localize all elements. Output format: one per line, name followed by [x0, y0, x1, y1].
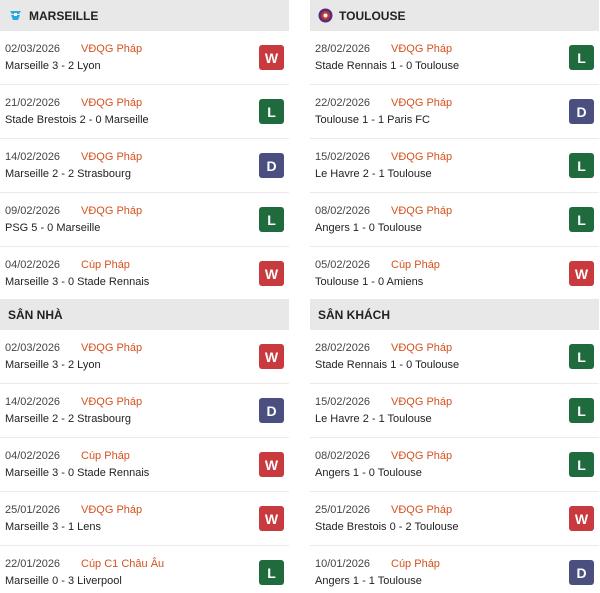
result-badge: D [259, 153, 284, 178]
match-date: 05/02/2026 [315, 259, 371, 271]
match-competition[interactable]: VĐQG Pháp [81, 43, 143, 55]
result-badge: D [569, 560, 594, 585]
match-row[interactable] [0, 247, 289, 301]
result-badge: L [569, 344, 594, 369]
result-badge: L [259, 207, 284, 232]
match-score: Stade Brestois 0 - 2 Toulouse [315, 521, 459, 533]
match-row[interactable] [310, 384, 599, 438]
match-row[interactable] [0, 384, 289, 438]
match-score: Marseille 3 - 0 Stade Rennais [5, 276, 150, 288]
match-row[interactable] [310, 492, 599, 546]
match-date: 25/01/2026 [5, 504, 61, 516]
match-score: PSG 5 - 0 Marseille [5, 222, 101, 234]
match-score: Le Havre 2 - 1 Toulouse [315, 413, 432, 425]
match-row[interactable] [310, 139, 599, 193]
result-badge: W [259, 344, 284, 369]
match-row[interactable] [0, 492, 289, 546]
match-score: Angers 1 - 1 Toulouse [315, 575, 422, 587]
match-score: Stade Rennais 1 - 0 Toulouse [315, 60, 460, 72]
match-score: Toulouse 1 - 1 Paris FC [315, 114, 430, 126]
toulouse-logo-icon [318, 8, 333, 23]
match-competition[interactable]: VĐQG Pháp [391, 43, 453, 55]
match-date: 25/01/2026 [315, 504, 371, 516]
result-badge: L [569, 207, 594, 232]
match-date: 22/02/2026 [315, 97, 371, 109]
match-date: 14/02/2026 [5, 396, 61, 408]
match-date: 02/03/2026 [5, 342, 61, 354]
match-row[interactable] [310, 330, 599, 384]
section-header [0, 0, 289, 31]
match-date: 04/02/2026 [5, 259, 61, 271]
result-badge: W [259, 45, 284, 70]
match-date: 21/02/2026 [5, 97, 61, 109]
match-competition[interactable]: Cúp Pháp [391, 259, 440, 271]
match-competition[interactable]: VĐQG Pháp [81, 151, 143, 163]
toulouse-recent-section [310, 0, 599, 301]
match-date: 02/03/2026 [5, 43, 61, 55]
marseille-logo-icon [8, 8, 23, 23]
match-competition[interactable]: VĐQG Pháp [81, 396, 143, 408]
section-title: SÂN NHÀ [8, 307, 63, 322]
match-row[interactable] [310, 546, 599, 593]
match-row[interactable] [0, 139, 289, 193]
match-competition[interactable]: Cúp C1 Châu Âu [81, 558, 165, 570]
result-badge: W [259, 452, 284, 477]
result-badge: L [569, 398, 594, 423]
match-date: 15/02/2026 [315, 151, 371, 163]
section-header [310, 0, 599, 31]
match-date: 28/02/2026 [315, 342, 371, 354]
match-score: Angers 1 - 0 Toulouse [315, 467, 422, 479]
match-row[interactable] [0, 438, 289, 492]
result-badge: W [569, 506, 594, 531]
result-badge: L [569, 45, 594, 70]
match-date: 14/02/2026 [5, 151, 61, 163]
match-competition[interactable]: VĐQG Pháp [391, 504, 453, 516]
match-row[interactable] [0, 546, 289, 593]
match-competition[interactable]: VĐQG Pháp [391, 396, 453, 408]
away-section [310, 299, 599, 593]
match-competition[interactable]: VĐQG Pháp [81, 342, 143, 354]
result-badge: D [259, 398, 284, 423]
section-header [0, 299, 289, 330]
match-score: Stade Brestois 2 - 0 Marseille [5, 114, 149, 126]
section-header [310, 299, 599, 330]
match-score: Marseille 3 - 2 Lyon [5, 359, 101, 371]
section-title: SÂN KHÁCH [318, 307, 390, 322]
match-score: Stade Rennais 1 - 0 Toulouse [315, 359, 460, 371]
result-badge: D [569, 99, 594, 124]
match-date: 10/01/2026 [315, 558, 371, 570]
match-row[interactable] [310, 31, 599, 85]
match-date: 08/02/2026 [315, 450, 371, 462]
match-row[interactable] [310, 193, 599, 247]
match-competition[interactable]: VĐQG Pháp [81, 97, 143, 109]
match-competition[interactable]: VĐQG Pháp [391, 151, 453, 163]
match-competition[interactable]: Cúp Pháp [81, 259, 130, 271]
result-badge: W [569, 261, 594, 286]
match-date: 04/02/2026 [5, 450, 61, 462]
result-badge: L [259, 560, 284, 585]
match-date: 15/02/2026 [315, 396, 371, 408]
match-score: Marseille 3 - 0 Stade Rennais [5, 467, 150, 479]
match-score: Marseille 2 - 2 Strasbourg [5, 168, 131, 180]
match-date: 09/02/2026 [5, 205, 61, 217]
match-row[interactable] [310, 438, 599, 492]
match-score: Le Havre 2 - 1 Toulouse [315, 168, 432, 180]
result-badge: W [259, 506, 284, 531]
result-badge: L [259, 99, 284, 124]
match-score: Toulouse 1 - 0 Amiens [315, 276, 424, 288]
match-row[interactable] [0, 330, 289, 384]
result-badge: W [259, 261, 284, 286]
match-competition[interactable]: VĐQG Pháp [391, 342, 453, 354]
match-competition[interactable]: Cúp Pháp [81, 450, 130, 462]
match-date: 22/01/2026 [5, 558, 61, 570]
match-competition[interactable]: VĐQG Pháp [391, 450, 453, 462]
match-row[interactable] [310, 85, 599, 139]
match-competition[interactable]: VĐQG Pháp [391, 205, 453, 217]
match-competition[interactable]: VĐQG Pháp [81, 504, 143, 516]
section-title: MARSEILLE [29, 8, 99, 23]
match-row[interactable] [310, 247, 599, 301]
result-badge: L [569, 452, 594, 477]
section-title: TOULOUSE [339, 8, 406, 23]
home-section [0, 299, 289, 593]
result-badge: L [569, 153, 594, 178]
match-competition[interactable]: VĐQG Pháp [391, 97, 453, 109]
match-row[interactable] [0, 31, 289, 85]
match-row[interactable] [0, 193, 289, 247]
match-date: 28/02/2026 [315, 43, 371, 55]
match-row[interactable] [0, 85, 289, 139]
match-score: Marseille 2 - 2 Strasbourg [5, 413, 131, 425]
match-score: Angers 1 - 0 Toulouse [315, 222, 422, 234]
match-score: Marseille 3 - 1 Lens [5, 521, 101, 533]
match-score: Marseille 0 - 3 Liverpool [5, 575, 122, 587]
match-date: 08/02/2026 [315, 205, 371, 217]
match-score: Marseille 3 - 2 Lyon [5, 60, 101, 72]
marseille-recent-section [0, 0, 289, 301]
match-competition[interactable]: Cúp Pháp [391, 558, 440, 570]
match-competition[interactable]: VĐQG Pháp [81, 205, 143, 217]
